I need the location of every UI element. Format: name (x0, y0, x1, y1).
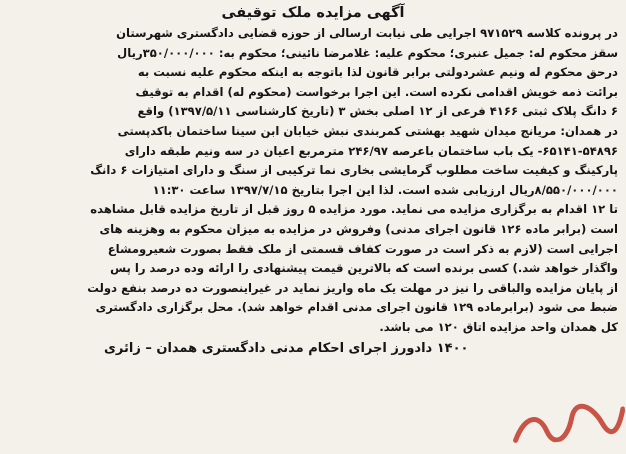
body-line: برائت ذمه خویش اقدامی نکرده است. این اجرا برخواست (محکوم له) اقدام به توقیف (135, 84, 618, 99)
body-line: ۶ دانگ پلاک ثبتی ۴۱۶۶ فرعی از ۱۲ اصلی بخش ۳ (تاریخ کارشناسی ۱۳۹۷/۵/۱۱) واقع (137, 104, 618, 119)
body-line: تا ۱۲ اقدام به برگزاری مزایده می نماید. مورد مزایده ۵ روز قبل از تاریخ مزایده قابل مشاهده (90, 202, 618, 217)
body-line: پارکینگ و کیفیت ساخت مطلوب گرمایشی بخاری نما ترکیبی از سنگ و دارای امتیازات ۶ دانگ (90, 163, 618, 178)
notice-title: آگهی مزایده ملک توقیفی (221, 5, 405, 21)
notice-signature: ۱۴۰۰ دادورز اجرای احکام مدنی دادگستری همدان – زائری (104, 340, 469, 356)
notice-body (8, 24, 618, 338)
body-line: ۸/۵۵۰/۰۰۰/۰۰۰ریال ارزیابی شده است. لذا این اجرا بتاریخ ۱۳۹۷/۷/۱۵ ساعت ۱۱:۳۰ (152, 182, 618, 197)
body-line: از پایان مزایده والباقی را نیز در مهلت یک ماه واریز نماید در غیراینصورت ده درصد بنفع دولت (87, 280, 618, 295)
body-line: در پرونده کلاسه ۹۷۱۵۲۹ اجرایی طی نیابت ارسالی از حوزه قضایی دادگستری شهرستان (116, 26, 618, 40)
red-stamp-mark (504, 399, 626, 447)
body-line: در همدان: مریانج میدان شهید بهشتی کمربندی نبش خیابان ابن سینا ساختمان باکدپستی (117, 123, 618, 138)
body-line: ۶۵۱۴۱-۵۴۸۹۶- یک باب ساختمان باعرصه ۲۴۶/۹۷ مترمربع اعیان در سه ونیم طبقه دارای (124, 143, 618, 158)
body-line: سقز محکوم له: جمیل عنبری؛ محکوم علیه: غلامرضا نائینی؛ محکوم به: ۳۵۰/۰۰۰/۰۰۰ریال (117, 45, 618, 60)
body-line: است (برابر ماده ۱۲۶ قانون اجرای مدنی) وفروش در مزایده به میزان محکوم به وهزینه های (99, 221, 618, 236)
stamp-scribble-icon (504, 399, 626, 447)
body-line: کل همدان واحد مزایده اتاق ۱۲۰ می باشد. (379, 319, 618, 334)
body-line: اجرایی است (لازم به ذکر است در صورت کفاف قسمتی از ملک فقط بصورت شعیرومشاع (107, 241, 618, 256)
body-line: درحق محکوم له ونیم عشردولتی برابر قانون لذا باتوجه به اینکه محکوم علیه نسبت به (137, 65, 618, 80)
body-line: ضبط می شود (برابرماده ۱۲۹ قانون اجرای مدنی اقدام خواهد شد). محل برگزاری دادگستری (95, 300, 618, 315)
body-line: واگذار خواهد شد.) کسی برنده است که بالاترین قیمت پیشنهادی را ارائه وده درصد را پس (110, 261, 618, 276)
